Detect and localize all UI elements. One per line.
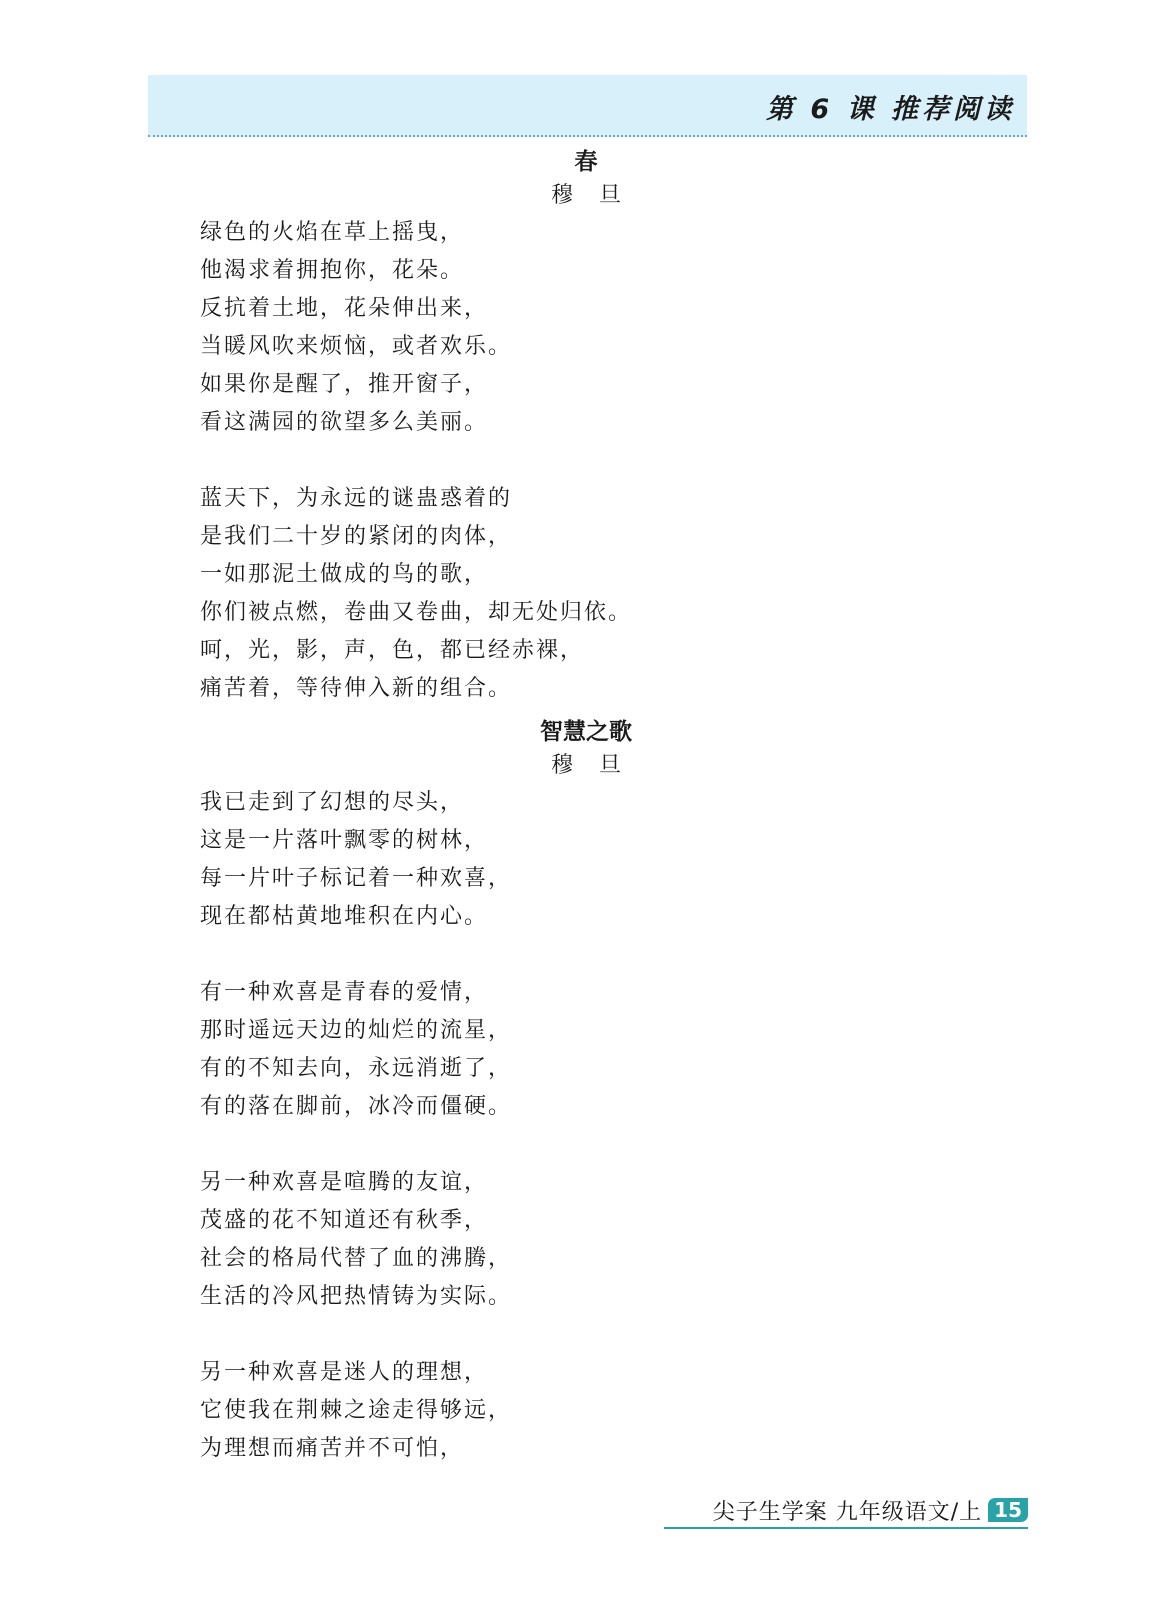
- page-number-badge: 15: [988, 1498, 1028, 1522]
- stanza: [200, 974, 512, 1126]
- poem-line: 每一片叶子标记着一种欢喜，: [200, 866, 513, 891]
- poem-line: 你们被点燃，卷曲又卷曲，却无处归依。: [200, 600, 633, 625]
- poem-title-spring: 春: [574, 149, 598, 175]
- poem-author: 穆旦: [550, 183, 647, 208]
- book-title: 尖子生学案 九年级语文/上: [712, 1499, 983, 1525]
- stanza: [200, 480, 632, 708]
- poem-line: 痛苦着，等待伸入新的组合。: [200, 676, 513, 701]
- poem-line: 当暖风吹来烦恼，或者欢乐。: [200, 334, 513, 359]
- poem-line: 那时遥远天边的灿烂的流星，: [200, 1018, 513, 1043]
- poem-line: 它使我在荆棘之途走得够远，: [200, 1398, 513, 1423]
- poem-line: 另一种欢喜是迷人的理想，: [200, 1360, 489, 1385]
- lesson-title: 第 6 课 推荐阅读: [766, 94, 1015, 125]
- poem-line: 另一种欢喜是喧腾的友谊，: [200, 1170, 489, 1195]
- poem-line: 茂盛的花不知道还有秋季，: [200, 1208, 489, 1233]
- poem-line: 他渴求着拥抱你，花朵。: [200, 258, 465, 283]
- poem-line: 现在都枯黄地堆积在内心。: [200, 904, 489, 929]
- poem-line: 看这满园的欲望多么美丽。: [200, 410, 489, 435]
- poem-line: 这是一片落叶飘零的树林，: [200, 828, 489, 853]
- poem-line: 一如那泥土做成的鸟的歌，: [200, 562, 489, 587]
- stanza: [200, 1164, 512, 1316]
- poem-line: 生活的冷风把热情铸为实际。: [200, 1284, 513, 1309]
- poem-line: 为理想而痛苦并不可怕，: [200, 1436, 465, 1461]
- poem-line: 蓝天下，为永远的谜蛊惑着的: [200, 486, 513, 511]
- poem-line: 我已走到了幻想的尽头，: [200, 790, 465, 815]
- poem-line: 有一种欢喜是青春的爱情，: [200, 980, 489, 1005]
- stanza: [200, 784, 512, 936]
- poem-line: 反抗着土地，花朵伸出来，: [200, 296, 489, 321]
- lesson-header-band: [148, 75, 1027, 137]
- poem-line: 社会的格局代替了血的沸腾，: [200, 1246, 513, 1271]
- stanza: [200, 1354, 512, 1468]
- poem-line: 有的不知去向，永远消逝了，: [200, 1056, 513, 1081]
- poem-line: 有的落在脚前，冰冷而僵硬。: [200, 1094, 513, 1119]
- poem-author: 穆旦: [550, 753, 647, 778]
- stanza: [200, 214, 512, 442]
- poem-line: 绿色的火焰在草上摇曳，: [200, 220, 465, 245]
- poem-line: 如果你是醒了，推开窗子，: [200, 372, 489, 397]
- page-footer: [664, 1493, 1028, 1529]
- poem-title-wisdom-song: 智慧之歌: [540, 719, 632, 745]
- poem-line: 呵，光，影，声，色，都已经赤裸，: [200, 638, 585, 663]
- poem-line: 是我们二十岁的紧闭的肉体，: [200, 524, 513, 549]
